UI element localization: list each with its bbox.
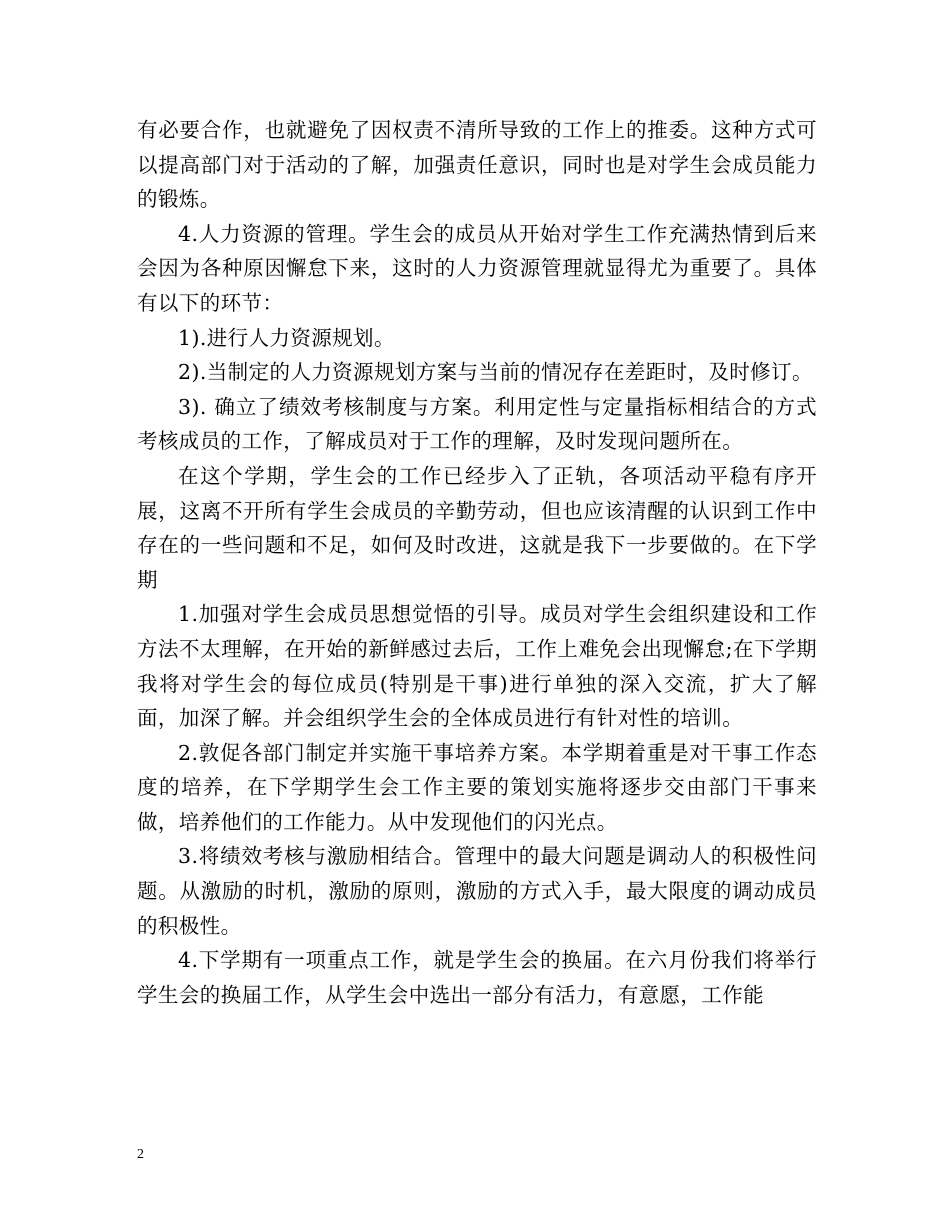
paragraph: 1).进行人力资源规划。: [178, 325, 395, 350]
paragraph: 2.敦促各部门制定并实施干事培养方案。本学期着重是对干事工作态度的培养，在下学期学生会工作主要的策划实施将逐步交由部门干事来做，培养他们的工作能力。从中发现他们的闪光点。: [137, 740, 817, 834]
paragraph: 在这个学期，学生会的工作已经步入了正轨，各项活动平稳有序开展，这离不开所有学生会成员的辛勤劳动，但也应该清醒的认识到工作中存在的一些问题和不足，如何及时改进，这就是我下一步要做的。在下学期: [137, 463, 817, 592]
paragraph: 有必要合作，也就避免了因权责不清所导致的工作上的推委。这种方式可以提高部门对于活动的了解，加强责任意识，同时也是对学生会成员能力的锻炼。: [137, 118, 817, 212]
paragraph: 3). 确立了绩效考核制度与方案。利用定性与定量指标相结合的方式考核成员的工作，了解成员对于工作的理解，及时发现问题所在。: [137, 394, 817, 454]
paragraph: 4.下学期有一项重点工作，就是学生会的换届。在六月份我们将举行学生会的换届工作，从学生会中选出一部分有活力，有意愿，工作能: [137, 948, 817, 1007]
paragraph: 1.加强对学生会成员思想觉悟的引导。成员对学生会组织建设和工作方法不太理解，在开始的新鲜感过去后，工作上难免会出现懈怠;在下学期我将对学生会的每位成员(特别是干事)进行单独的深入交流，扩大了解面，加深了解。并会组织学生会的全体成员进行有针对性的培训。: [137, 602, 817, 731]
paragraph: 2).当制定的人力资源规划方案与当前的情况存在差距时，及时修订。: [178, 360, 813, 385]
paragraph: 4.人力资源的管理。学生会的成员从开始对学生工作充满热情到后来会因为各种原因懈怠下来，这时的人力资源管理就显得尤为重要了。具体有以下的环节：: [137, 221, 817, 315]
page-number: 2: [137, 1147, 144, 1162]
body-text: [137, 113, 817, 1012]
paragraph: 3.将绩效考核与激励相结合。管理中的最大问题是调动人的积极性问题。从激励的时机，激励的原则，激励的方式入手，最大限度的调动成员的积极性。: [137, 844, 817, 938]
